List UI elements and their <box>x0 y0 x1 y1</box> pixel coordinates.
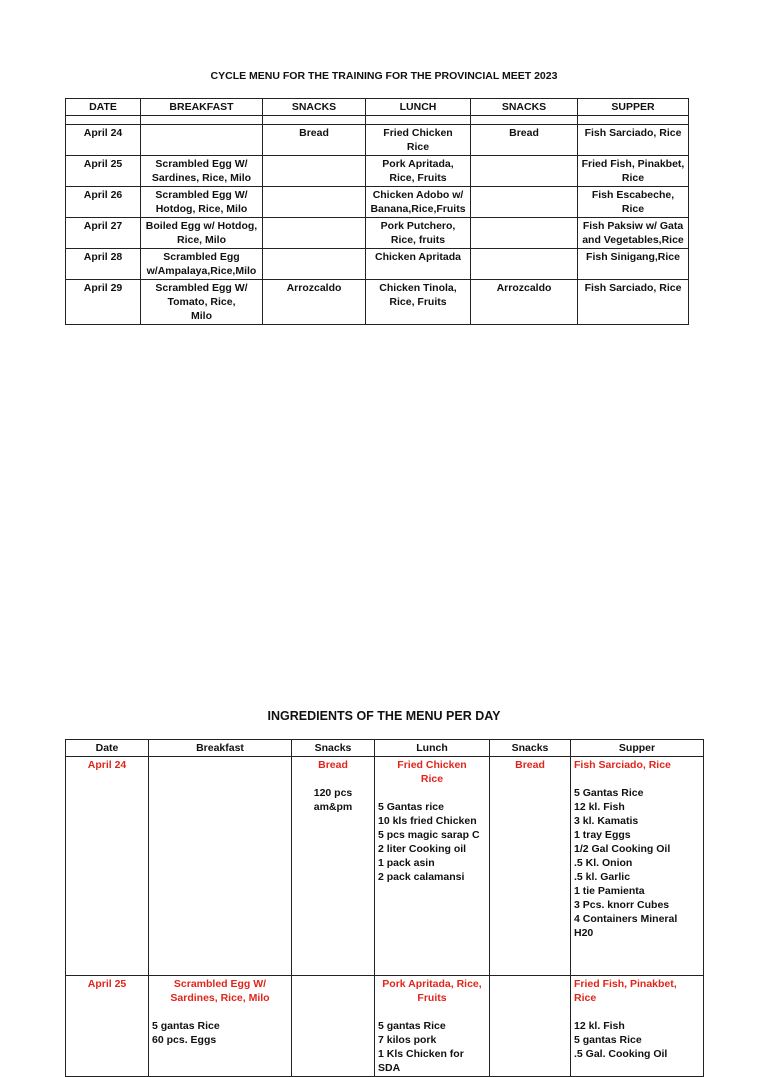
ingredient-item: 60 pcs. Eggs <box>152 1034 217 1046</box>
ing-cell-snacks2 <box>490 976 571 1077</box>
ing-cell-breakfast <box>149 976 292 1077</box>
cycle-cell-lunch: Chicken Apritada <box>366 249 471 280</box>
cycle-cell-snacks2: Bread <box>471 125 578 156</box>
cycle-cell-snacks1 <box>263 156 366 187</box>
cycle-cell-breakfast: Scrambled Egg w/Ampalaya,Rice,Milo <box>141 249 263 280</box>
cycle-cell-supper: Fish Paksiw w/ Gata and Vegetables,Rice <box>578 218 689 249</box>
ing-col-breakfast: Breakfast <box>149 740 292 757</box>
ingredient-item: 1 tie Pamienta <box>574 885 645 897</box>
cycle-cell-supper: Fish Sarciado, Rice <box>578 280 689 325</box>
cycle-cell-snacks1: Bread <box>263 125 366 156</box>
cycle-row <box>66 280 689 325</box>
ingredient-item: 1 tray Eggs <box>574 829 631 841</box>
col-lunch: LUNCH <box>366 99 471 116</box>
cycle-cell-lunch: Chicken Tinola, Rice, Fruits <box>366 280 471 325</box>
ingredients-title: INGREDIENTS OF THE MENU PER DAY <box>267 709 501 723</box>
ingredients-header-row <box>66 740 704 757</box>
ing-cell-supper <box>571 757 704 976</box>
ing-dish-title: Bread <box>515 759 545 771</box>
ingredient-item: H20 <box>574 927 594 939</box>
cycle-cell-date: April 26 <box>66 187 141 218</box>
cycle-cell-supper: Fried Fish, Pinakbet, Rice <box>578 156 689 187</box>
ing-dish-title: Fried Chicken Rice <box>397 759 467 785</box>
cycle-cell-snacks2 <box>471 218 578 249</box>
ingredients-row <box>66 976 704 1077</box>
ing-cell-breakfast <box>149 757 292 976</box>
ing-col-snacks-1: Snacks <box>292 740 375 757</box>
cycle-cell-lunch: Pork Apritada, Rice, Fruits <box>366 156 471 187</box>
cycle-cell-snacks1 <box>263 218 366 249</box>
ingredient-item: 5 Gantas rice <box>378 801 444 813</box>
ing-dish-title: Scrambled Egg W/ Sardines, Rice, Milo <box>170 978 270 1004</box>
ingredient-item: .5 kl. Garlic <box>574 871 631 883</box>
cycle-cell-date: April 28 <box>66 249 141 280</box>
ing-dish-title: Fish Sarciado, Rice <box>574 759 671 771</box>
ing-cell-snacks2 <box>490 757 571 976</box>
ing-cell-supper <box>571 976 704 1077</box>
ing-date-label: April 25 <box>87 978 127 990</box>
ingredient-item: 2 pack calamansi <box>378 871 465 883</box>
blank-row <box>66 116 689 125</box>
ing-cell-date <box>66 757 149 976</box>
cycle-cell-date: April 24 <box>66 125 141 156</box>
cycle-cell-breakfast: Boiled Egg w/ Hotdog, Rice, Milo <box>141 218 263 249</box>
cycle-cell-snacks2 <box>471 249 578 280</box>
cycle-cell-breakfast: Scrambled Egg W/ Sardines, Rice, Milo <box>141 156 263 187</box>
ingredient-item: 5 Gantas Rice <box>574 787 644 799</box>
cycle-cell-lunch: Fried Chicken Rice <box>366 125 471 156</box>
col-breakfast: BREAKFAST <box>141 99 263 116</box>
ing-col-date: Date <box>66 740 149 757</box>
ingredient-item: 5 pcs magic sarap C <box>378 829 480 841</box>
cycle-cell-snacks2: Arrozcaldo <box>471 280 578 325</box>
cycle-cell-snacks1 <box>263 249 366 280</box>
ingredient-item: 5 gantas Rice <box>152 1020 220 1032</box>
cycle-cell-date: April 29 <box>66 280 141 325</box>
ing-cell-snacks1 <box>292 976 375 1077</box>
cycle-cell-supper: Fish Sinigang,Rice <box>578 249 689 280</box>
cycle-cell-snacks1 <box>263 187 366 218</box>
ingredient-item: 1/2 Gal Cooking Oil <box>574 843 671 855</box>
ingredient-item: 1 pack asin <box>378 857 435 869</box>
cycle-cell-breakfast: Scrambled Egg W/ Tomato, Rice, Milo <box>141 280 263 325</box>
col-snacks-1: SNACKS <box>263 99 366 116</box>
cycle-cell-supper: Fish Escabeche, Rice <box>578 187 689 218</box>
cycle-menu-title: CYCLE MENU FOR THE TRAINING FOR THE PROVINCIAL MEET 2023 <box>210 70 558 82</box>
ing-col-lunch: Lunch <box>375 740 490 757</box>
cycle-row <box>66 218 689 249</box>
ingredient-item: 3 Pcs. knorr Cubes <box>574 899 670 911</box>
col-date: DATE <box>66 99 141 116</box>
cycle-cell-breakfast: Scrambled Egg W/ Hotdog, Rice, Milo <box>141 187 263 218</box>
ing-col-supper: Supper <box>571 740 704 757</box>
cycle-cell-date: April 27 <box>66 218 141 249</box>
ing-dish-title: Pork Apritada, Rice, Fruits <box>382 978 482 1004</box>
cycle-cell-breakfast <box>141 125 263 156</box>
cycle-cell-lunch: Chicken Adobo w/ Banana,Rice,Fruits <box>366 187 471 218</box>
ing-cell-lunch <box>375 757 490 976</box>
ingredient-item: 5 gantas Rice <box>574 1034 642 1046</box>
cycle-cell-supper: Fish Sarciado, Rice <box>578 125 689 156</box>
ing-date-label: April 24 <box>87 759 127 771</box>
cycle-row <box>66 187 689 218</box>
cycle-cell-snacks1: Arrozcaldo <box>263 280 366 325</box>
ingredient-item: 10 kls fried Chicken <box>378 815 477 827</box>
cycle-cell-snacks2 <box>471 156 578 187</box>
ingredients-table <box>65 739 704 1077</box>
ingredient-item: .5 Gal. Cooking Oil <box>574 1048 668 1060</box>
ingredient-item: 120 pcs <box>313 787 353 799</box>
col-supper: SUPPER <box>578 99 689 116</box>
ing-cell-snacks1 <box>292 757 375 976</box>
cycle-cell-snacks2 <box>471 187 578 218</box>
ingredient-item: 12 kl. Fish <box>574 1020 625 1032</box>
cycle-row <box>66 249 689 280</box>
ingredient-item: 3 kl. Kamatis <box>574 815 639 827</box>
ingredients-row <box>66 757 704 976</box>
ing-cell-lunch <box>375 976 490 1077</box>
ing-dish-title: Fried Fish, Pinakbet, Rice <box>574 978 677 1004</box>
ing-dish-title: Bread <box>318 759 348 771</box>
ingredient-item: .5 Kl. Onion <box>574 857 633 869</box>
ingredient-item: 5 gantas Rice <box>378 1020 446 1032</box>
ingredient-item: 7 kilos pork <box>378 1034 437 1046</box>
cycle-row <box>66 156 689 187</box>
ingredient-item: 1 Kls Chicken for SDA <box>378 1048 464 1074</box>
ingredient-item: 2 liter Cooking oil <box>378 843 467 855</box>
col-snacks-2: SNACKS <box>471 99 578 116</box>
cycle-header-row <box>66 99 689 116</box>
ingredient-item: 4 Containers Mineral <box>574 913 678 925</box>
ingredient-item: am&pm <box>313 801 353 813</box>
ing-col-snacks-2: Snacks <box>490 740 571 757</box>
cycle-row <box>66 125 689 156</box>
cycle-cell-lunch: Pork Putchero, Rice, fruits <box>366 218 471 249</box>
ing-cell-date <box>66 976 149 1077</box>
ingredient-item: 12 kl. Fish <box>574 801 625 813</box>
cycle-cell-date: April 25 <box>66 156 141 187</box>
cycle-menu-table <box>65 98 689 325</box>
